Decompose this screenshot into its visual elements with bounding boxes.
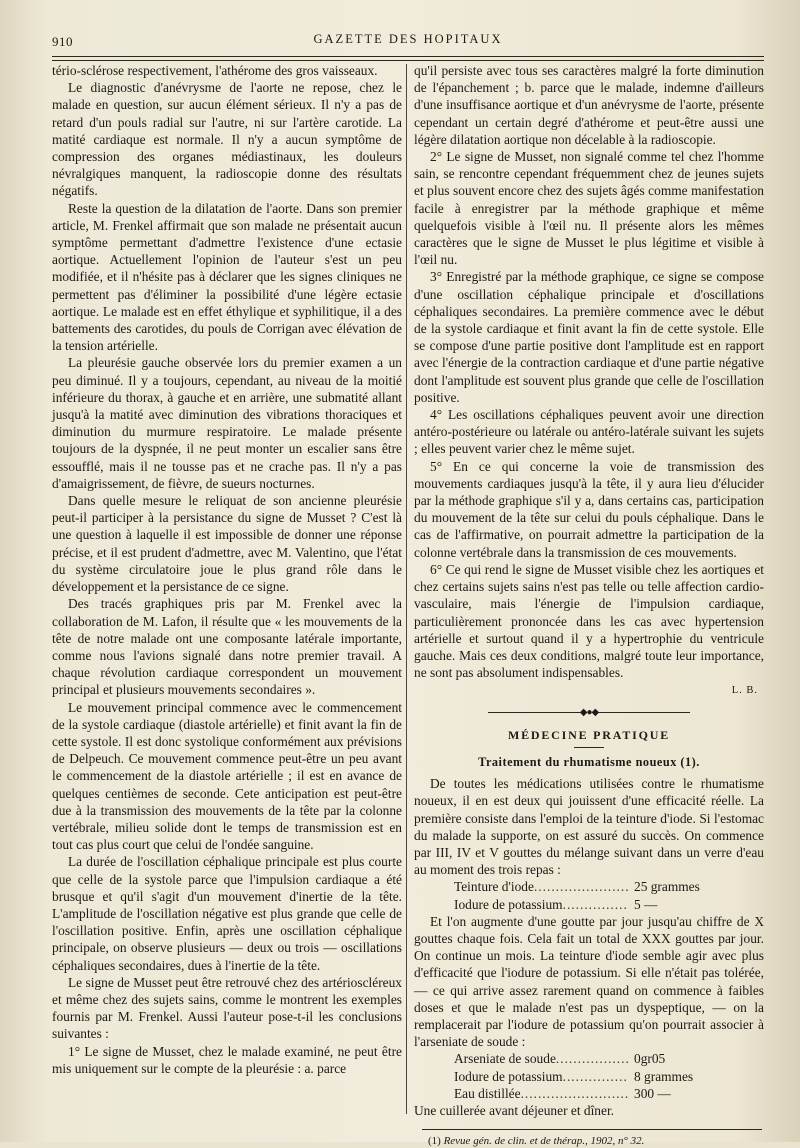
page-number: 910 (52, 34, 73, 49)
paragraph: qu'il persiste avec tous ses caractères malgré la forte diminution de l'épanchement ; b. parce que le malade, indemne d'ailleurs d'une insuffisance aortique et d'un anévrysme de l'aorte, présente cependant un certain degré d'athérome et peut-être aussi une légère dilatation aortique non décelable à la radioscopie. (414, 63, 764, 147)
leader-dots (556, 1050, 628, 1067)
paragraph: Dans quelle mesure le reliquat de son ancienne pleurésie peut-il participer à la persistance du signe de Musset ? C'est là une question à laquelle il est impossible de donner une réponse précise, et il est prudent d'admettre, avec M. Valentino, que l'état du système circulatoire joue le plus grand rôle dans le développement et la persistance de ce signe. (52, 493, 402, 595)
paragraph: Reste la question de la dilatation de l'aorte. Dans son premier article, M. Frenkel affirmait que son malade ne présentait aucun symptôme permettant d'admettre l'existence d'une ectasie aortique. Actuellement l'opinion de l'auteur s'est un peu modifiée, et il n'hésite pas à déclarer que les signes cliniques ne permettent pas d'éliminer la possibilité d'une légère ectasie aortique. Le malade est en effet éthylique et syphilitique, il a des battements des carotides, du pouls de Corrigan avec élévation de la tension artérielle. (52, 200, 402, 354)
paragraph: Le signe de Musset peut être retrouvé chez des artérioscléreux et même chez des sujets sains, comme le montrent les exemples fournis par M. Frenkel. Aussi l'auteur pose-t-il les conclusions suivantes : (52, 974, 402, 1042)
paragraph: La durée de l'oscillation céphalique principale est plus courte que celle de la systole parce que l'impulsion cardiaque a été brusque et qu'il s'agit d'un mouvement d'inertie de la tête. L'amplitude de l'oscillation négative est plus grande que celle de l'oscillation positive. Enfin, après une oscillation céphalique principale, on observe plusieurs — deux ou trois — oscillations céphaliques secondaires, dues à l'inertie de la tête. (52, 854, 402, 973)
ingredient-name: Iodure de potassium (454, 1068, 563, 1084)
header-rule (52, 56, 764, 57)
footnote-rule (422, 1129, 762, 1130)
section-rule (574, 747, 604, 748)
paragraph: De toutes les médications utilisées contre le rhumatisme noueux, il en est deux qui jouissent d'une efficacité réelle. La première consiste dans l'emploi de la teinture d'iode. Si l'estomac du malade la supporte, on est assuré du succès. On commence par III, IV et V gouttes du mélange suivant dans un verre d'eau au moment des trois repas : (414, 776, 764, 878)
paragraph: Une cuillerée avant déjeuner et dîner. (414, 1102, 615, 1118)
recipe-arseniate (454, 1050, 714, 1102)
paragraph: 4° Les oscillations céphaliques peuvent avoir une direction antéro-postérieure ou latérale ou antéro-latérale suivant les sujets ; elles peuvent varier chez le même sujet. (414, 407, 764, 457)
header-rule-thin (52, 60, 764, 61)
paragraph: La pleurésie gauche observée lors du premier examen a un peu diminué. Il y a toujours, cependant, au niveau de la moitié inférieure du thorax, à gauche et en arrière, une submatité allant jusqu'à la matité avec diminution des vibrations thoraciques et diminution du murmure respiratoire. Le malade présente toujours de la dyspnée, il ne peut monter un escalier sans être essoufflé, mais il ne tousse pas et ne crache pas. Il n'y a pas d'amaigrissement, de fièvre, de sueurs nocturnes. (52, 355, 402, 491)
ingredient-name: Eau distillée (454, 1085, 521, 1101)
page-header (52, 28, 764, 54)
author-signature: L. B. (731, 685, 758, 697)
footnote-text: Revue gén. de clin. et de thérap., 1902, n° 32. (443, 1135, 645, 1148)
paragraph: tério-sclérose respectivement, l'athérome des gros vaisseaux. (52, 63, 378, 78)
recipe-line (454, 896, 714, 913)
ingredient-quantity: 8 grammes (634, 1068, 694, 1084)
paragraph: 6° Ce qui rend le signe de Musset visible chez les aortiques et chez certains sujets sains n'est pas telle ou telle affection cardio-vasculaire, mais l'énergie de l'impulsion cardiaque, particulièrement prononcée dans les cas avec hypertension artérielle et surtout quand il y a hypertrophie du ventricule gauche. Mais ces deux conditions, malgré toute leur importance, ne sont pas absolument indispensables. (414, 561, 764, 681)
paragraph: Et l'on augmente d'une goutte par jour jusqu'au chiffre de X gouttes chaque fois. Cela fait un total de XXX gouttes par jour. On continue un mois. La teinture d'iode semble agir avec plus d'efficacité que l'iodure de potassium. Si elle n'était pas tolérée, — ce qui arrive assez rarement quand on commence à faibles doses et que le malade n'est pas un dyspeptique, — on la remplacerait par l'iodure de potassium qu'on pourrait associer à l'arseniate de soude : (414, 913, 764, 1050)
ingredient-name: Arseniate de soude (454, 1051, 556, 1067)
paragraph: 2° Le signe de Musset, non signalé comme tel chez l'homme sain, se rencontre cependant fréquemment chez de jeunes sujets et plus souvent encore chez des sujets âgés comme manifestation facile à enregistrer par la méthode graphique et même quelquefois visible à l'œil nu. Il présente alors les mêmes caractères que le signe de Musset le plus légitime et visible à l'œil nu. (414, 149, 764, 268)
section-title: MÉDECINE PRATIQUE (507, 727, 671, 742)
recipe-iode (454, 878, 714, 912)
leader-dots (563, 896, 628, 913)
ingredient-quantity: 5 — (634, 896, 658, 912)
ingredient-name: Teinture d'iode (454, 879, 534, 895)
paragraph: Des tracés graphiques pris par M. Frenkel avec la collaboration de M. Lafon, il résulte que « les mouvements de la tête de notre malade ont une composante latérale importante, comme nous l'avions signalé dans notre premier travail. A chaque révolution cardiaque correspondent un mouvement principal et plusieurs mouvements secondaires ». (52, 596, 402, 698)
paragraph: 3° Enregistré par la méthode graphique, ce signe se compose d'une oscillation céphalique principale et d'oscillations céphaliques secondaires. La première commence avec le début de la systole cardiaque et finit avant la fin de cette systole. Elle se compose d'une partie positive dont l'amplitude est en rapport avec l'énergie de la contraction cardiaque et d'une partie négative dont l'amplitude est souvent plus grande que celle de l'oscillation positive. (414, 269, 764, 405)
right-column (414, 62, 764, 1148)
recipe-line (454, 1068, 714, 1085)
column-separator (406, 64, 407, 1114)
paragraph: 1° Le signe de Musset, chez le malade examiné, ne peut être mis uniquement sur le compte de la pleurésie : a. parce (52, 1043, 402, 1076)
recipe-line (454, 878, 714, 895)
leader-dots (534, 878, 628, 895)
leader-dots (563, 1068, 628, 1085)
ingredient-quantity: 25 grammes (634, 879, 700, 895)
ingredient-name: Iodure de potassium (454, 896, 563, 912)
ingredient-quantity: 0gr05 (634, 1051, 666, 1067)
recipe-line (454, 1085, 714, 1102)
paragraph: Le diagnostic d'anévrysme de l'aorte ne repose, chez le malade en question, sur aucun élément sérieux. Il n'y a pas de retard d'un pouls radial sur l'autre, ni sur l'artère carotide. La matité cardiaque est normale. Il n'y a aucun symptôme de compression des organes médiastinaux, les douleurs névralgiques manquent, la radioscopie donne des résultats négatifs. (52, 80, 402, 199)
article-title: Traitement du rhumatisme noueux (1). (478, 754, 700, 769)
section-ornament: ◆●◆ (414, 704, 764, 721)
paragraph: Le mouvement principal commence avec le commencement de la systole cardiaque (diastole artérielle) et finit avant la fin de cette systole. Il est donc systolique conformément aux prévisions de Delpeuch. Ce mouvement commence peut-être un peu avant le commencement de la diastole artérielle ; il est en avance de quelques centièmes de seconde. Cete anticipation est peut-être due à la transmission des mouvements de la tête par la colonne vertébrale, milieu solide dont le temps de transmission est en tout cas plus court que celui de l'ondée sanguine. (52, 699, 402, 853)
recipe-line (454, 1050, 714, 1067)
paragraph: 5° En ce qui concerne la voie de transmission des mouvements cardiaques jusqu'à la tête, il y aura lieu d'élucider par la méthode graphique s'il y a, dans certains cas, participation du mouvement de la tête sur celui du pouls céphalique. Dans le cas de l'affirmative, on pourrait admettre la participation de la colonne vertébrale dans la transmission de ces mouvements. (414, 458, 764, 560)
footnote (414, 1134, 764, 1148)
ingredient-quantity: 300 — (634, 1085, 671, 1101)
footnote-mark: (1) (428, 1135, 441, 1148)
running-title: GAZETTE DES HOPITAUX (313, 32, 503, 46)
left-column (52, 62, 402, 1077)
leader-dots (521, 1085, 628, 1102)
